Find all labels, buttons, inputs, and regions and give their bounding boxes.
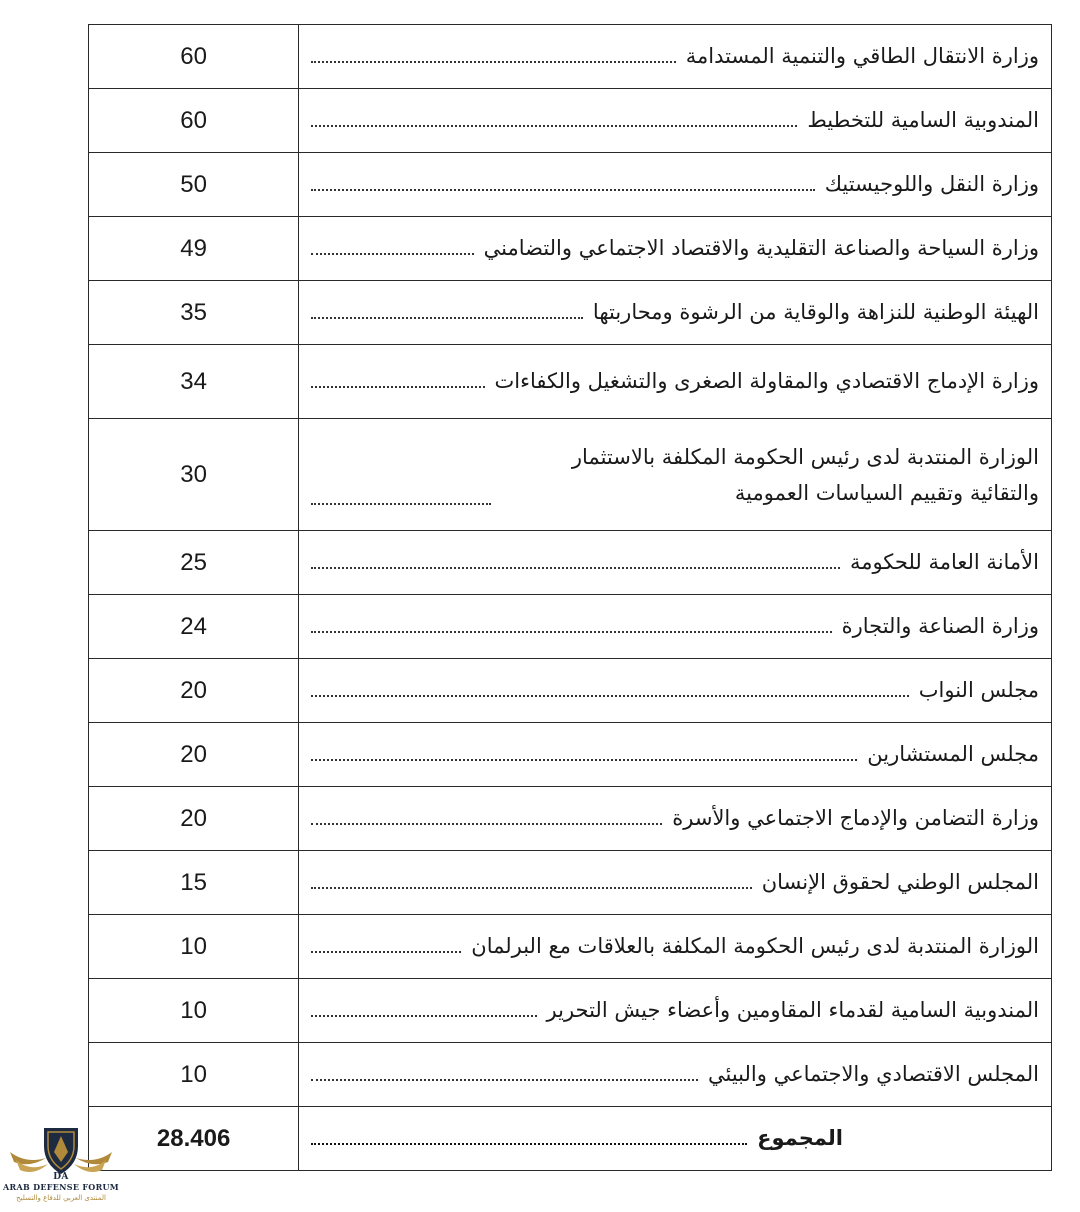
leader-dots <box>311 566 840 569</box>
table-row <box>89 281 1052 345</box>
logo-name-ar: المنتدى العربي للدفاع والتسليح <box>16 1194 106 1202</box>
row-value: 60 <box>89 89 299 153</box>
leader-dots <box>311 886 752 889</box>
logo-name-en: ARAB DEFENSE FORUM <box>3 1182 119 1192</box>
row-label: مجلس المستشارين <box>867 742 1039 766</box>
row-value: 50 <box>89 153 299 217</box>
row-label: الوزارة المنتدبة لدى رئيس الحكومة المكلفة بالاستثمار والتقائية وتقييم السياسات العمومية <box>571 444 1039 505</box>
table-row <box>89 595 1052 659</box>
row-label: مجلس النواب <box>918 678 1039 702</box>
row-value: 49 <box>89 217 299 281</box>
row-value: 25 <box>89 531 299 595</box>
row-value: 60 <box>89 25 299 89</box>
total-row <box>89 1107 1052 1171</box>
table-row <box>89 25 1052 89</box>
table-row <box>89 419 1052 531</box>
table-row <box>89 979 1052 1043</box>
row-label: وزارة الانتقال الطاقي والتنمية المستدامة <box>685 44 1039 68</box>
leader-dots <box>311 316 583 319</box>
table-row <box>89 659 1052 723</box>
leader-dots <box>311 1078 698 1081</box>
leader-dots <box>311 124 797 127</box>
table-row <box>89 915 1052 979</box>
leader-dots <box>311 758 857 761</box>
total-value: 28.406 <box>89 1107 299 1171</box>
leader-dots <box>311 630 831 633</box>
table-row <box>89 217 1052 281</box>
leader-dots <box>311 1014 536 1017</box>
row-value: 20 <box>89 787 299 851</box>
table-row <box>89 89 1052 153</box>
row-label: المجلس الوطني لحقوق الإنسان <box>761 870 1039 894</box>
row-value: 24 <box>89 595 299 659</box>
leader-dots <box>311 188 814 191</box>
table-row <box>89 787 1052 851</box>
leader-dots <box>311 950 461 953</box>
row-label: الوزارة المنتدبة لدى رئيس الحكومة المكلفة بالعلاقات مع البرلمان <box>471 934 1039 958</box>
leader-dots <box>311 252 473 255</box>
row-label: المجلس الاقتصادي والاجتماعي والبيئي <box>708 1062 1039 1086</box>
row-value: 10 <box>89 915 299 979</box>
leader-dots <box>311 822 662 825</box>
leader-dots <box>311 502 491 505</box>
row-value: 20 <box>89 659 299 723</box>
budget-table <box>88 24 1052 1171</box>
watermark-logo <box>2 1122 120 1210</box>
row-value: 34 <box>89 345 299 419</box>
row-value: 35 <box>89 281 299 345</box>
total-label: المجموع <box>757 1126 843 1150</box>
row-value: 10 <box>89 1043 299 1107</box>
row-value: 20 <box>89 723 299 787</box>
logo-abbr: DA <box>53 1172 69 1182</box>
table-row <box>89 153 1052 217</box>
leader-dots <box>311 60 676 63</box>
row-label: المندوبية السامية لقدماء المقاومين وأعضاء جيش التحرير <box>546 998 1039 1022</box>
leader-dots <box>311 1142 747 1145</box>
row-label: وزارة السياحة والصناعة التقليدية والاقتصاد الاجتماعي والتضامني <box>483 236 1039 260</box>
row-label: الأمانة العامة للحكومة <box>849 550 1039 574</box>
table-row <box>89 345 1052 419</box>
table-row <box>89 851 1052 915</box>
leader-dots <box>311 694 909 697</box>
table-row <box>89 723 1052 787</box>
row-label: وزارة التضامن والإدماج الاجتماعي والأسرة <box>672 806 1039 830</box>
row-label: وزارة الإدماج الاقتصادي والمقاولة الصغرى والتشغيل والكفاءات <box>494 369 1039 393</box>
table-row <box>89 1043 1052 1107</box>
table-row <box>89 531 1052 595</box>
leader-dots <box>311 385 484 388</box>
row-label: وزارة النقل واللوجيستيك <box>824 172 1039 196</box>
row-value: 15 <box>89 851 299 915</box>
row-value: 10 <box>89 979 299 1043</box>
row-label: الهيئة الوطنية للنزاهة والوقاية من الرشوة ومحاربتها <box>592 300 1039 324</box>
row-label: المندوبية السامية للتخطيط <box>807 108 1039 132</box>
row-label: وزارة الصناعة والتجارة <box>841 614 1039 638</box>
row-value: 30 <box>89 419 299 531</box>
